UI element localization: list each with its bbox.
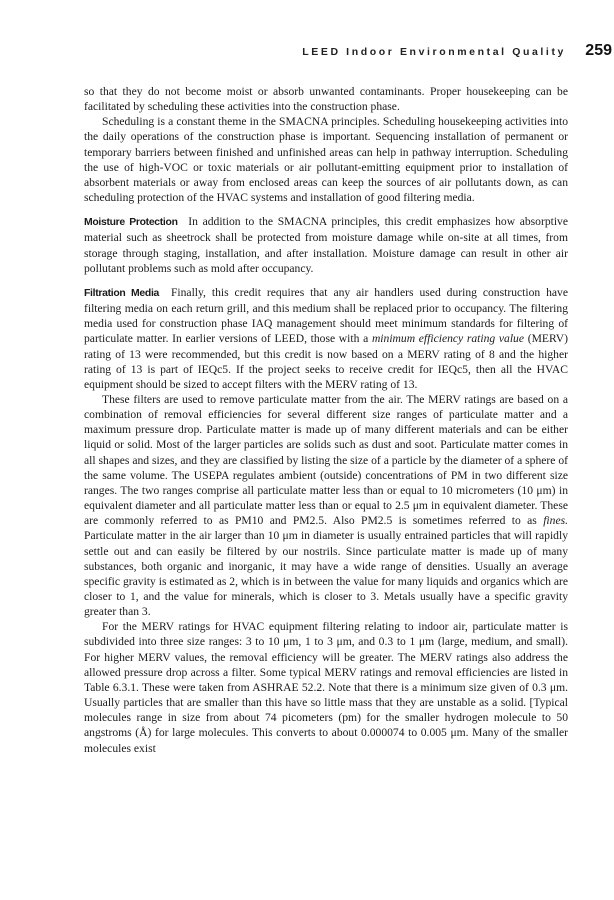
page-body: [84, 84, 568, 756]
paragraph-continuation: so that they do not become moist or absorb unwanted contaminants. Proper housekeeping can be facilitated by scheduling these activities into the construction phase.: [84, 85, 568, 114]
fines-term: fines.: [543, 514, 568, 528]
particulate-text-part-a: These filters are used to remove particulate matter from the air. The MERV ratings are based on a combination of removal efficiencies for several different size ranges of particulate matter and a maximum pressure drop. Particulate matter is made up of many different materials and can be either liquid or solid. Most of the larger particles are solids such as dust and soot. Particulate matter comes in all shapes and sizes, and they are classified by listing the size of a particle by the diameter of a sphere of the same volume. The USEPA regulates ambient (outside) concentrations of PM in two different size ranges. The two ranges comprise all particulate matter less than or equal to 10 micrometers (10 μm) in equivalent diameter and all particulate matter less than or equal to 2.5 μm in equivalent diameter. These are commonly referred to as PM10 and PM2.5. Also PM2.5 is sometimes referred to as: [84, 392, 568, 528]
filtration-text-part-a: Finally, this credit requires that any air handlers used during construction have filtering media on each return grill, and this medium shall be replaced prior to occupancy. The filtering media used for construction phase IAQ management should meet minimum standards for filtering of particulate matter. In earlier versions of LEED, those with a: [84, 285, 568, 346]
filtration-media-heading: Filtration Media: [84, 287, 160, 299]
section-filtration-media: [84, 285, 568, 392]
paragraph-scheduling: Scheduling is a constant theme in the SMACNA principles. Scheduling housekeeping activities into the daily operations of the construction phase is important. Sequencing installation of permanent or temporary barriers between finished and unfinished areas can help in pathway interruption. Scheduling the use of high-VOC or toxic materials or air pollutant-emitting equipment prior to installation of absorbent materials or away from enclosed areas can keep the sources of air pollutants down, as can scheduling protection of the HVAC systems and installation of good filtering media.: [84, 115, 568, 205]
running-title: LEED Indoor Environmental Quality: [302, 46, 566, 58]
running-header: [0, 44, 614, 64]
moisture-protection-heading: Moisture Protection: [84, 217, 178, 229]
moisture-protection-text: In addition to the SMACNA principles, this credit emphasizes how absorptive material such as sheetrock shall be protected from moisture damage while on-site at all times, from storage through staging, installation, and after installation. Moisture damage can result in other air pollutant problems such as mold after occupancy.: [84, 215, 569, 275]
page-number: 259: [585, 42, 612, 59]
paragraph-particulate-matter: [84, 392, 568, 619]
filtration-text-part-b: (MERV) rating of 13 were recommended, but this credit is now based on a MERV rating of 8 and the higher rating of 13 is part of IEQc5. If the project seeks to receive credit for IEQc5, then all the HVAC equipment should be sized to accept filters with the MERV rating of 13.: [84, 332, 568, 391]
paragraph-merv-ratings: For the MERV ratings for HVAC equipment filtering relating to indoor air, particulate matter is subdivided into three size ranges: 3 to 10 μm, 1 to 3 μm, and 0.3 to 1 μm (large, medium, and small). For higher MERV values, the removal efficiency will be greater. The MERV ratings also address the allowed pressure drop across a filter. Some typical MERV ratings and removal efficiencies are listed in Table 6.3.1. These were taken from ASHRAE 52.2. Note that there is a minimum size given of 0.3 μm. Usually particles that are smaller than this have so little mass that they are unstable as a solid. [Typical molecules range in size from about 74 picometers (pm) for the smaller hydrogen molecule to 50 angstroms (Å) for large molecules. This converts to about 0.000074 to 0.005 μm. Many of the smaller molecules exist: [84, 620, 568, 755]
section-moisture-protection: [84, 214, 568, 276]
merv-term: minimum efficiency rating value: [371, 332, 525, 346]
particulate-text-part-b: Particulate matter in the air larger than 10 μm in diameter is usually entrained particles that will rapidly settle out and can easily be filtered by our nostrils. Since particulate matter is made up of many substances, both organic and inorganic, it may have a wide range of densities. Usually an average specific gravity is estimated as 2, which is in between the value for many liquids and organics which are closer to 1, and the value for minerals, which is closer to 3. Metals usually have a specific gravity greater than 3.: [84, 529, 568, 619]
